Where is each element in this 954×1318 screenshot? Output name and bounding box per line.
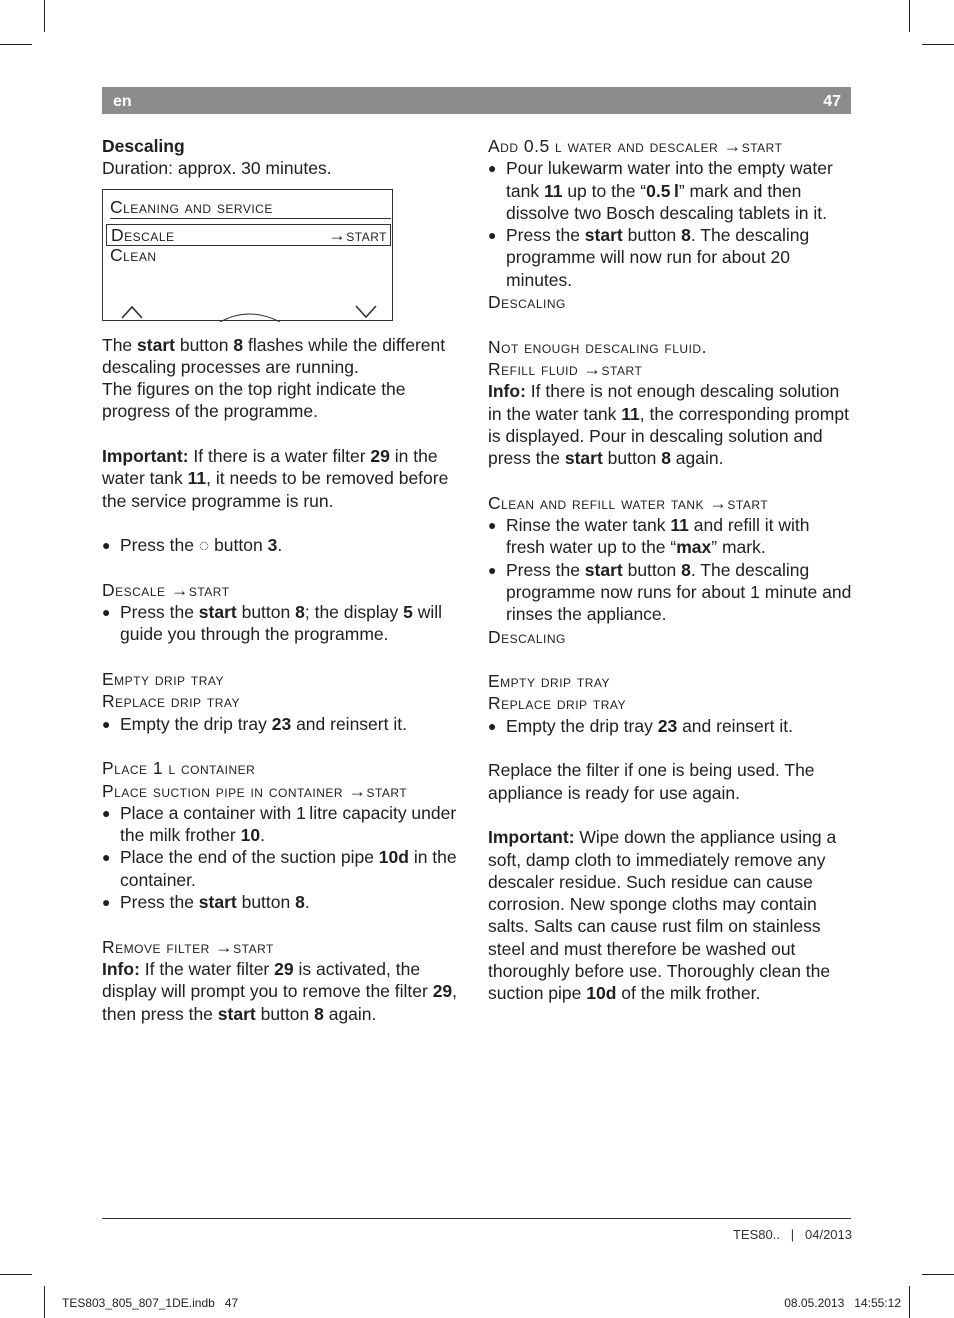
- duration-text: Duration: approx. 30 minutes.: [102, 158, 332, 179]
- info-note: Info: If the water filter 29 is activated, the display will prompt you to remove the filter 29, then press the start button 8 again.: [102, 958, 458, 1024]
- bullet-item: ● Press the start button 8. The descaling programme now runs for about 1 minute and rinses the appliance.: [488, 559, 852, 626]
- display-message: Not enough descaling fluid.: [488, 336, 707, 357]
- display-item-clean: Clean: [110, 244, 157, 265]
- crop-mark: [909, 1286, 910, 1318]
- bullet-item: ● Rinse the water tank 11 and refill it with fresh water up to the “max” mark.: [488, 514, 852, 559]
- important-note: Important: Wipe down the appliance using a soft, damp cloth to immediately remove any descaler residue. Such residue can cause corrosion. New sponge cloths may contain salts. Salts can cause rust film on stainless steel and must therefore be washed out thoroughly before use. Thoroughly clean the suction pipe 10d of the milk frother.: [488, 827, 837, 1004]
- display-message: Remove filter →start: [102, 936, 274, 957]
- right-column: [488, 135, 852, 1005]
- crop-mark: [44, 1286, 45, 1318]
- paragraph: Replace the filter if one is being used. The appliance is ready for use again.: [488, 760, 815, 803]
- paragraph: The figures on the top right indicate the progress of the programme.: [102, 379, 406, 422]
- language-code: en: [113, 93, 132, 110]
- footer-model-date: TES80.. | 04/2013: [732, 1227, 852, 1242]
- bullet-item: ● Empty the drip tray 23 and reinsert it.: [102, 713, 470, 735]
- page-number: 47: [823, 93, 841, 110]
- display-message: Descaling: [488, 292, 566, 313]
- bullet-item: ● Place a container with 1 litre capacity under the milk frother 10.: [102, 802, 470, 847]
- display-message: Replace drip tray: [102, 691, 241, 712]
- display-controls: [103, 190, 394, 322]
- display-arc: [220, 314, 280, 322]
- crop-mark: [922, 1274, 954, 1275]
- crop-mark: [0, 44, 32, 45]
- left-column: [102, 135, 470, 1025]
- footer-rule: [102, 1218, 851, 1219]
- display-message: Empty drip tray: [488, 671, 611, 692]
- section-title: Descaling: [102, 136, 185, 156]
- crop-mark: [0, 1274, 32, 1275]
- display-message: Clean and refill water tank →start: [488, 492, 769, 513]
- display-title: Cleaning and service: [110, 196, 391, 219]
- display-message: Replace drip tray: [488, 693, 627, 714]
- display-message: Add 0.5 l water and descaler →start: [488, 136, 783, 156]
- display-message: Refill fluid →start: [488, 358, 643, 379]
- display-message: Place 1 l container: [102, 758, 256, 779]
- bullet-item: ● Empty the drip tray 23 and reinsert it.: [488, 715, 852, 737]
- imprint-date: 08.05.2013 14:55:12: [784, 1296, 901, 1310]
- chevron-up-icon: [122, 307, 142, 318]
- display-message: Descaling: [488, 626, 566, 647]
- display-message: Empty drip tray: [102, 669, 225, 690]
- display-selected-item: Descale: [111, 224, 175, 245]
- crop-mark: [44, 0, 45, 32]
- bullet-item: ● Press the start button 8.: [102, 891, 470, 913]
- bullet-item: ● Press the start button 8; the display 5 will guide you through the programme.: [102, 601, 470, 646]
- bullet-item: ● Place the end of the suction pipe 10d in the container.: [102, 846, 470, 891]
- important-note: Important: If there is a water filter 29 in the water tank 11, it needs to be removed before the service programme is run.: [102, 446, 449, 511]
- crop-mark: [922, 44, 954, 45]
- machine-display: [102, 189, 393, 321]
- info-note: Info: If there is not enough descaling solution in the water tank 11, the corresponding prompt is displayed. Pour in descaling solution and press the start button 8 again.: [488, 381, 849, 469]
- display-selected-action: →start: [328, 224, 387, 245]
- display-message: Place suction pipe in container →start: [102, 780, 408, 801]
- paragraph: The start button 8 flashes while the different descaling processes are running.: [102, 334, 446, 377]
- imprint-file: TES803_805_807_1DE.indb 47: [62, 1296, 239, 1310]
- bullet-item: ● Press the ◌ button 3.: [102, 534, 470, 556]
- bullet-item: ● Press the start button 8. The descaling programme will now run for about 20 minutes.: [488, 224, 852, 291]
- chevron-down-icon: [356, 306, 376, 317]
- bullet-item: ● Pour lukewarm water into the empty water tank 11 up to the “0.5 l” mark and then dissolve two Bosch descaling tablets in it.: [488, 157, 852, 224]
- crop-mark: [909, 0, 910, 32]
- page-header: [102, 87, 851, 114]
- display-message: Descale →start: [102, 579, 230, 600]
